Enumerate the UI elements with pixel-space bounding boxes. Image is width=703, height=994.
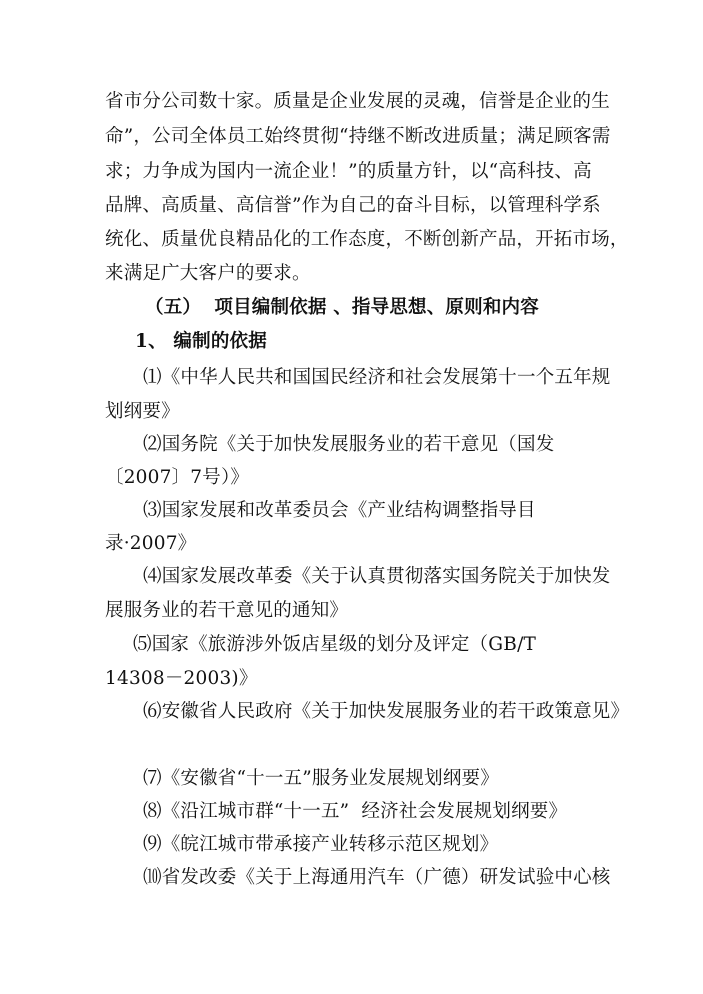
list-item-line: ⑹安徽省人民政府《关于加快发展服务业的若干政策意见》 [143, 701, 630, 722]
list-item-line: ⑵国务院《关于加快发展服务业的若干意见（国发 [143, 434, 555, 455]
list-item-line: 〔2007〕7号）》 [105, 467, 250, 488]
list-item-line: 划纲要》 [105, 401, 180, 422]
list-item-line: 展服务业的若干意见的通知》 [105, 600, 349, 621]
intro-line: 命”，公司全体员工始终贯彻“持继不断改进质量；满足顾客需 [105, 126, 611, 147]
list-item-line: 录·2007》 [105, 533, 197, 554]
list-item-line: ⑸国家《旅游涉外饭店星级的划分及评定（GB/T [133, 634, 537, 655]
list-item-line: ⑷国家发展改革委《关于认真贯彻落实国务院关于加快发 [143, 566, 611, 587]
list-item-line: ⑺《安徽省“十一五”服务业发展规划纲要》 [143, 768, 499, 789]
list-item-line: ⑼《皖江城市带承接产业转移示范区规划》 [143, 834, 499, 855]
list-item-line: ⑻《沿江城市群“十一五” 经济社会发展规划纲要》 [143, 801, 568, 822]
intro-line: 求；力争成为国内一流企业！”的质量方针，以“高科技、高 [105, 161, 592, 182]
intro-line: 来满足广大客户的要求。 [105, 263, 311, 284]
list-item-line: 14308－2003)》 [105, 668, 258, 689]
intro-line: 统化、质量优良精品化的工作态度，不断创新产品，开拓市场， [105, 229, 629, 250]
intro-line: 省市分公司数十家。质量是企业发展的灵魂，信誉是企业的生 [105, 91, 610, 112]
list-item-line: ⑶国家发展和改革委员会《产业结构调整指导目 [143, 500, 536, 521]
subsection-heading: 1、 编制的依据 [135, 331, 267, 352]
intro-line: 品牌、高质量、高信誉”作为自己的奋斗目标，以管理科学系 [105, 195, 601, 216]
list-item-line: ⑴《中华人民共和国国民经济和社会发展第十一个五年规 [143, 367, 611, 388]
list-item-line: ⑽省发改委《关于上海通用汽车（广德）研发试验中心核 [143, 867, 611, 888]
section-heading: （五） 项目编制依据 、指导思想、原则和内容 [145, 297, 539, 318]
